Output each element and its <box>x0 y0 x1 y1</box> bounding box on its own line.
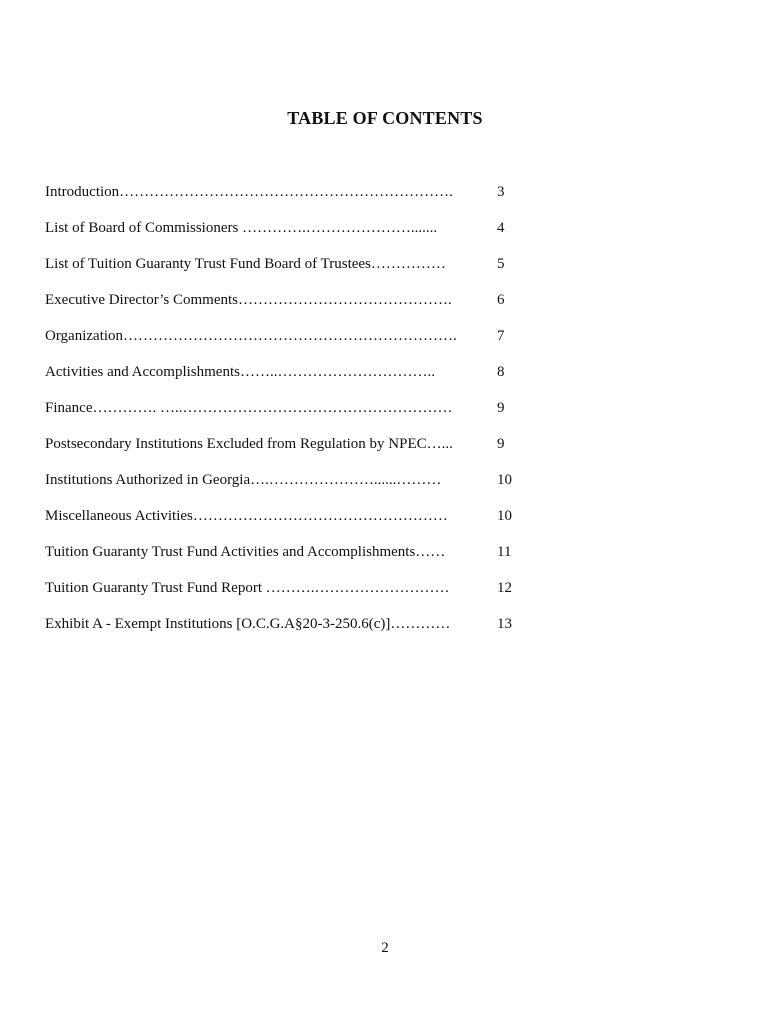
toc-row <box>45 181 525 217</box>
toc-entry-page: 9 <box>497 400 505 416</box>
toc-row <box>45 217 525 253</box>
toc-entry-label: List of Tuition Guaranty Trust Fund Board of Trustees…………… <box>45 256 446 272</box>
toc-row <box>45 289 525 325</box>
toc-row <box>45 505 525 541</box>
toc-entry-page: 10 <box>497 508 512 524</box>
toc-entry-page: 8 <box>497 364 505 380</box>
toc-entry-page: 11 <box>497 544 512 560</box>
toc-entry-label: Tuition Guaranty Trust Fund Activities and Accomplishments…… <box>45 544 446 560</box>
toc-row <box>45 361 525 397</box>
toc-row <box>45 253 525 289</box>
toc-entry-page: 3 <box>497 184 505 200</box>
toc-entry-label: Executive Director’s Comments……………………………………. <box>45 292 452 308</box>
toc-entry-label: Postsecondary Institutions Excluded from Regulation by NPEC…... <box>45 436 453 452</box>
table-of-contents <box>45 181 525 649</box>
page-title: TABLE OF CONTENTS <box>287 108 483 128</box>
toc-entry-page: 10 <box>497 472 512 488</box>
toc-row <box>45 397 525 433</box>
page-number: 2 <box>381 940 389 956</box>
toc-row <box>45 325 525 361</box>
toc-entry-label: Miscellaneous Activities…………………………………………… <box>45 508 448 524</box>
toc-entry-label: List of Board of Commissioners ………….…………………....... <box>45 220 438 236</box>
toc-entry-label: Exhibit A - Exempt Institutions [O.C.G.A§20-3-250.6(c)]………… <box>45 616 451 632</box>
toc-row <box>45 433 525 469</box>
toc-row <box>45 541 525 577</box>
toc-entry-label: Activities and Accomplishments……..………………………….. <box>45 364 435 380</box>
toc-row <box>45 469 525 505</box>
toc-entry-page: 9 <box>497 436 505 452</box>
toc-entry-label: Tuition Guaranty Trust Fund Report ……….……………………… <box>45 580 450 596</box>
toc-entry-page: 7 <box>497 328 505 344</box>
toc-entry-page: 13 <box>497 616 512 632</box>
toc-row <box>45 577 525 613</box>
toc-entry-label: Introduction…………………………………………………………. <box>45 184 453 200</box>
toc-entry-page: 12 <box>497 580 512 596</box>
toc-entry-label: Institutions Authorized in Georgia….…………………......……… <box>45 472 442 488</box>
toc-entry-label: Organization…………………………………………………………. <box>45 328 457 344</box>
toc-entry-page: 5 <box>497 256 505 272</box>
toc-row <box>45 613 525 649</box>
toc-entry-page: 6 <box>497 292 505 308</box>
toc-entry-label: Finance…………. …..……………………………………………… <box>45 400 453 416</box>
toc-entry-page: 4 <box>497 220 505 236</box>
